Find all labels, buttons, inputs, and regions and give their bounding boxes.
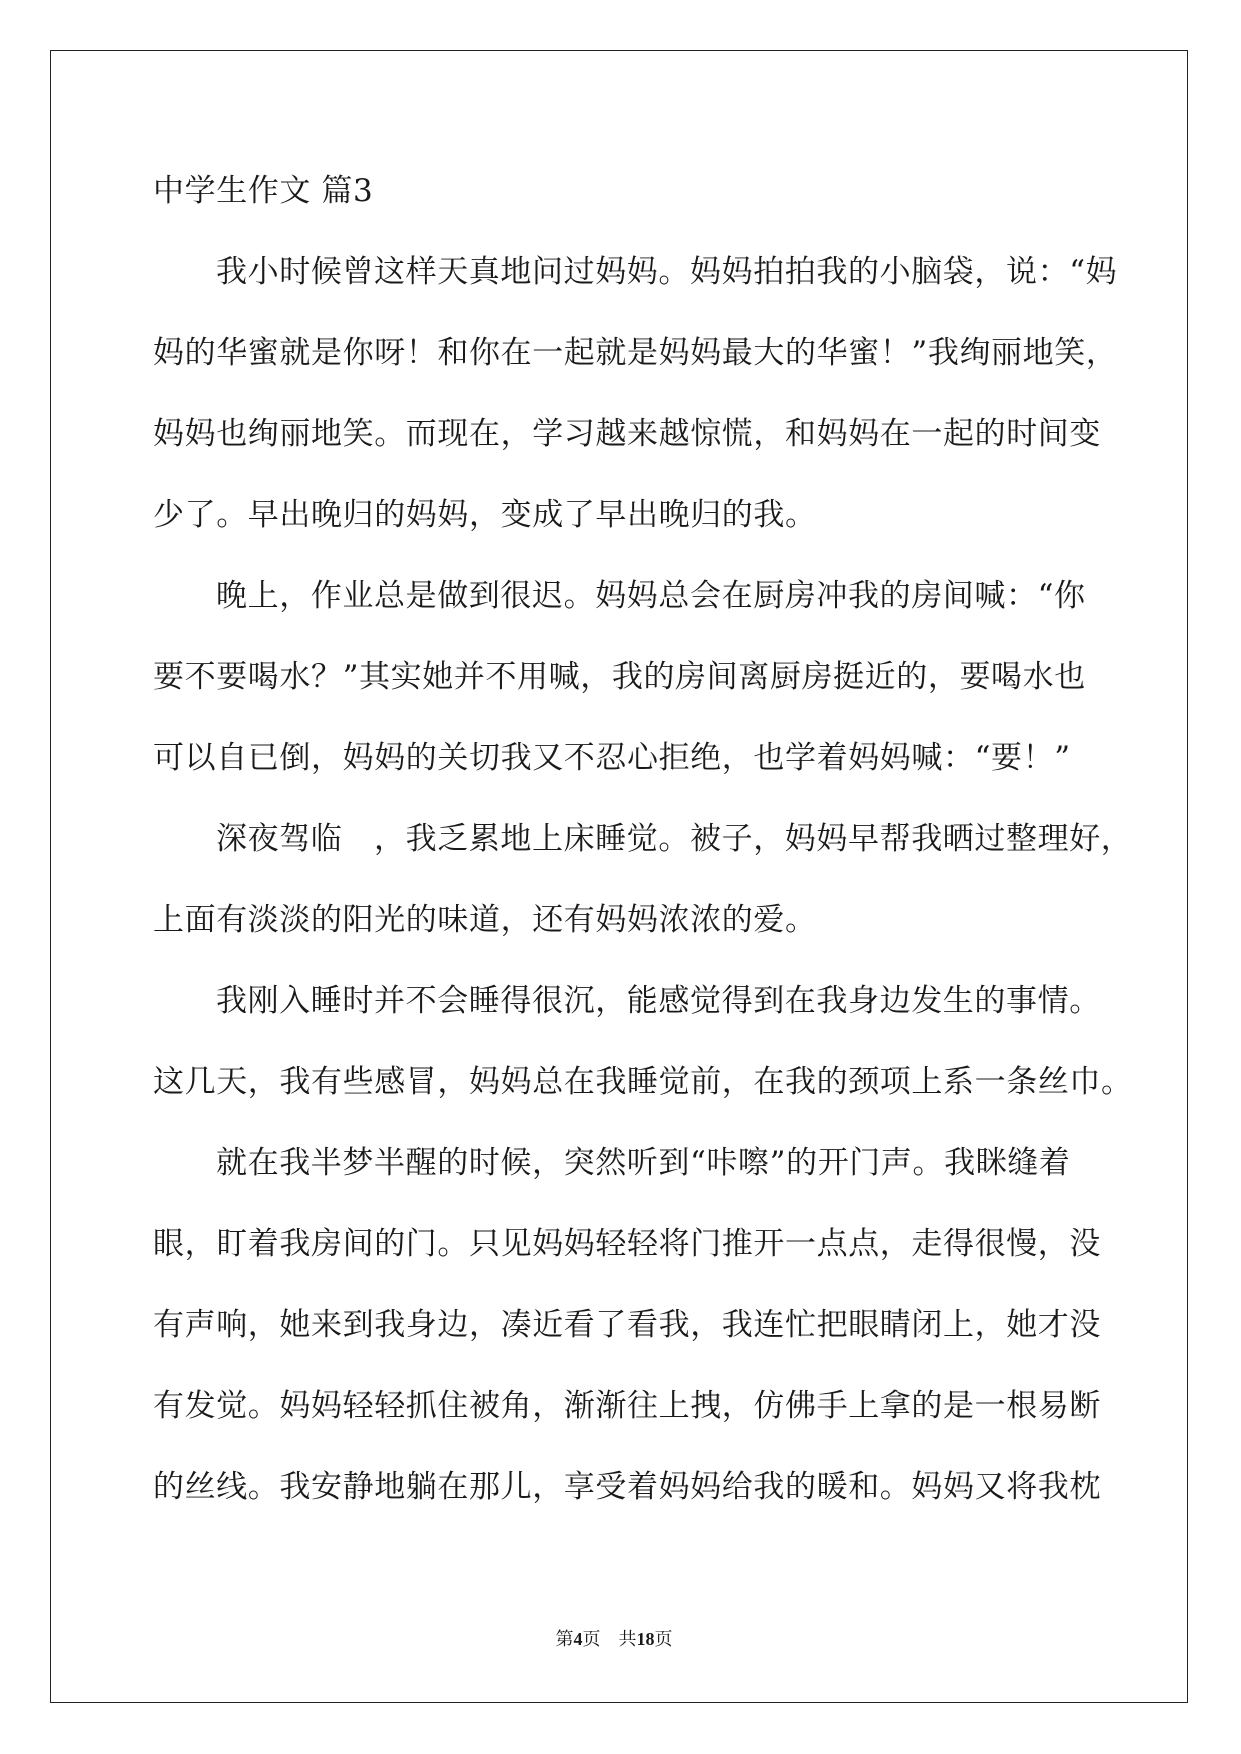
paragraph-line: 少了。早出晚归的妈妈，变成了早出晚归的我。 bbox=[153, 497, 817, 533]
footer-middle: 页 共 bbox=[582, 1629, 637, 1649]
paragraph-line: 有发觉。妈妈轻轻抓住被角，渐渐往上拽，仿佛手上拿的是一根易断 bbox=[153, 1388, 1101, 1424]
paragraph-4 bbox=[153, 961, 1163, 1123]
document-body bbox=[153, 151, 1163, 1528]
page-footer bbox=[0, 1627, 1228, 1651]
paragraph-1 bbox=[153, 232, 1163, 556]
paragraph-line: 就在我半梦半醒的时候，突然听到“咔嚓”的开门声。我眯缝着 bbox=[216, 1145, 1071, 1181]
paragraph-line: 深夜驾临 ，我乏累地上床睡觉。被子，妈妈早帮我晒过整理好， bbox=[216, 821, 1133, 857]
paragraph-line: 要不要喝水？”其实她并不用喊，我的房间离厨房挺近的，要喝水也 bbox=[153, 659, 1086, 695]
total-page-count: 18 bbox=[636, 1629, 655, 1649]
paragraph-line: 我小时候曾这样天真地问过妈妈。妈妈拍拍我的小脑袋，说：“妈 bbox=[216, 254, 1118, 290]
paragraph-line: 的丝线。我安静地躺在那儿，享受着妈妈给我的暖和。妈妈又将我枕 bbox=[153, 1469, 1101, 1505]
paragraph-line: 有声响，她来到我身边，凑近看了看我，我连忙把眼睛闭上，她才没 bbox=[153, 1307, 1101, 1343]
document-title: 中学生作文 篇3 bbox=[153, 173, 374, 209]
current-page-number: 4 bbox=[573, 1629, 583, 1649]
paragraph-line: 上面有淡淡的阳光的味道，还有妈妈浓浓的爱。 bbox=[153, 902, 817, 938]
footer-suffix: 页 bbox=[654, 1629, 673, 1649]
paragraph-5 bbox=[153, 1123, 1163, 1528]
paragraph-2 bbox=[153, 556, 1163, 799]
paragraph-line: 眼，盯着我房间的门。只见妈妈轻轻将门推开一点点，走得很慢，没 bbox=[153, 1226, 1101, 1262]
paragraph-line: 妈妈也绚丽地笑。而现在，学习越来越惊慌，和妈妈在一起的时间变 bbox=[153, 416, 1101, 452]
paragraph-line: 这几天，我有些感冒，妈妈总在我睡觉前，在我的颈项上系一条丝巾。 bbox=[153, 1064, 1133, 1100]
footer-prefix: 第 bbox=[555, 1629, 574, 1649]
paragraph-line: 我刚入睡时并不会睡得很沉，能感觉得到在我身边发生的事情。 bbox=[216, 983, 1101, 1019]
paragraph-line: 可以自已倒，妈妈的关切我又不忍心拒绝，也学着妈妈喊：“要！” bbox=[153, 740, 1071, 776]
paragraph-line: 晚上，作业总是做到很迟。妈妈总会在厨房冲我的房间喊：“你 bbox=[216, 578, 1086, 614]
paragraph-line: 妈的华蜜就是你呀！和你在一起就是妈妈最大的华蜜！”我绚丽地笑， bbox=[153, 335, 1118, 371]
paragraph-3 bbox=[153, 799, 1163, 961]
